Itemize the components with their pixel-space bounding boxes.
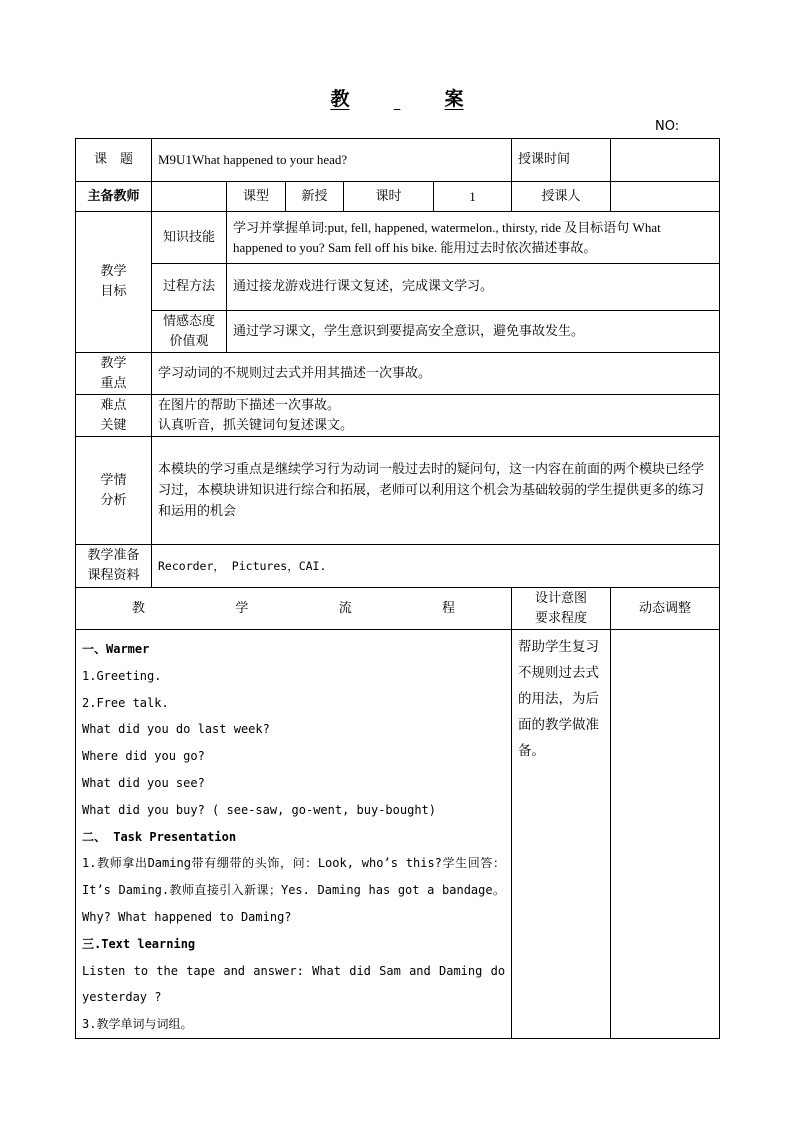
process-method-label: 过程方法 (152, 264, 227, 311)
design-header-line2: 要求程度 (535, 610, 588, 626)
question-2: Where did you go? (82, 749, 205, 764)
emotion-label-line2: 价值观 (169, 333, 209, 349)
time-value (611, 139, 720, 182)
adjust-content (611, 630, 720, 1039)
design-header (512, 588, 611, 630)
question-3: What did you see? (82, 775, 205, 790)
task-text: 1.教师拿出Daming带有绷带的头饰，问：Look, who’s this?学生回答：It’s Daming.教师直接引入新课；Yes. Daming has got a bandage。 Why? What happened to Daming? (82, 856, 506, 924)
difficulty-label-line2: 关键 (100, 417, 127, 433)
focus-label-line2: 重点 (100, 375, 127, 391)
document-title (0, 84, 794, 111)
lesson-plan-table (75, 138, 720, 1039)
prep-label-line2: 课程资料 (87, 568, 140, 583)
analysis-text: 本模块的学习重点是继续学习行为动词一般过去时的疑问句，这一内容在前面的两个模块已经学习过，本模块讲知识进行综合和拓展，老师可以利用这个机会为基础较弱的学生提供更多的练习和运用的机会 (152, 437, 720, 545)
emotion-label (152, 311, 227, 353)
design-content: 帮助学生复习不规则过去式的用法，为后面的教学做准备。 (512, 630, 611, 1039)
analysis-label-line2: 分析 (100, 492, 127, 508)
teacher-value (152, 182, 227, 212)
prep-label (76, 545, 152, 588)
analysis-label-line1: 学情 (100, 472, 127, 488)
prep-text: Recorder， Pictures，CAI. (152, 545, 720, 588)
knowledge-text: 学习并掌握单词:put, fell, happened, watermelon., thirsty, ride 及目标语句 What happened to you? Sam fell off his bike. 能用过去时依次描述事故。 (227, 212, 720, 264)
difficulty-label-line1: 难点 (100, 397, 127, 413)
teacher-label: 主备教师 (76, 182, 152, 212)
process-header-c2: 学 (235, 600, 249, 616)
goals-label-line2: 目标 (100, 284, 127, 299)
free-talk-line: 2.Free talk. (82, 695, 169, 710)
analysis-label (76, 437, 152, 545)
focus-text: 学习动词的不规则过去式并用其描述一次事故。 (152, 353, 720, 395)
type-value: 新授 (286, 182, 344, 212)
emotion-text: 通过学习课文，学生意识到要提高安全意识，避免事故发生。 (227, 311, 720, 353)
instructor-value (611, 182, 720, 212)
type-label: 课型 (227, 182, 286, 212)
process-method-text: 通过接龙游戏进行课文复述，完成课文学习。 (227, 264, 720, 311)
goals-label-line1: 教学 (100, 264, 127, 279)
title-right: 案 (444, 88, 464, 110)
hours-label: 课时 (344, 182, 434, 212)
question-4: What did you buy? ( see-saw, go-went, buy-bought) (82, 802, 437, 817)
time-label: 授课时间 (512, 139, 611, 182)
greeting-line: 1.Greeting. (82, 668, 162, 683)
difficulty-text (152, 395, 720, 437)
process-header (76, 588, 512, 630)
process-header-c4: 程 (442, 600, 456, 616)
lesson-value: M9U1What happened to your head? (152, 139, 512, 182)
difficulty-line1: 在图片的帮助下描述一次事故。 (158, 397, 341, 413)
words-line: 3.教学单词与词组。 (82, 1017, 193, 1032)
emotion-label-line1: 情感态度 (162, 313, 215, 329)
difficulty-line2: 认真听音，抓关键词句复述课文。 (158, 417, 354, 433)
knowledge-label: 知识技能 (152, 212, 227, 264)
focus-label (76, 353, 152, 395)
hours-value: 1 (434, 182, 512, 212)
adjust-header: 动态调整 (611, 588, 720, 630)
lesson-label: 课 题 (76, 139, 152, 182)
title-left: 教 (330, 88, 350, 110)
difficulty-label (76, 395, 152, 437)
text-learning-title: 三.Text learning (82, 936, 196, 951)
instructor-label: 授课人 (512, 182, 611, 212)
focus-label-line1: 教学 (100, 355, 127, 371)
goals-label (76, 212, 152, 353)
listen-text: Listen to the tape and answer: What did Sam and Daming do yesterday ? (82, 963, 506, 1005)
prep-label-line1: 教学准备 (87, 548, 140, 563)
process-content (76, 630, 512, 1039)
number-label: NO: (655, 119, 680, 134)
design-header-line1: 设计意图 (535, 590, 588, 606)
process-header-c3: 流 (338, 600, 352, 616)
title-gap (350, 88, 445, 110)
question-1: What did you do last week? (82, 722, 270, 737)
warmer-title: 一、Warmer (82, 642, 150, 656)
process-header-c1: 教 (132, 600, 146, 616)
task-title: 二、 Task Presentation (82, 829, 237, 844)
